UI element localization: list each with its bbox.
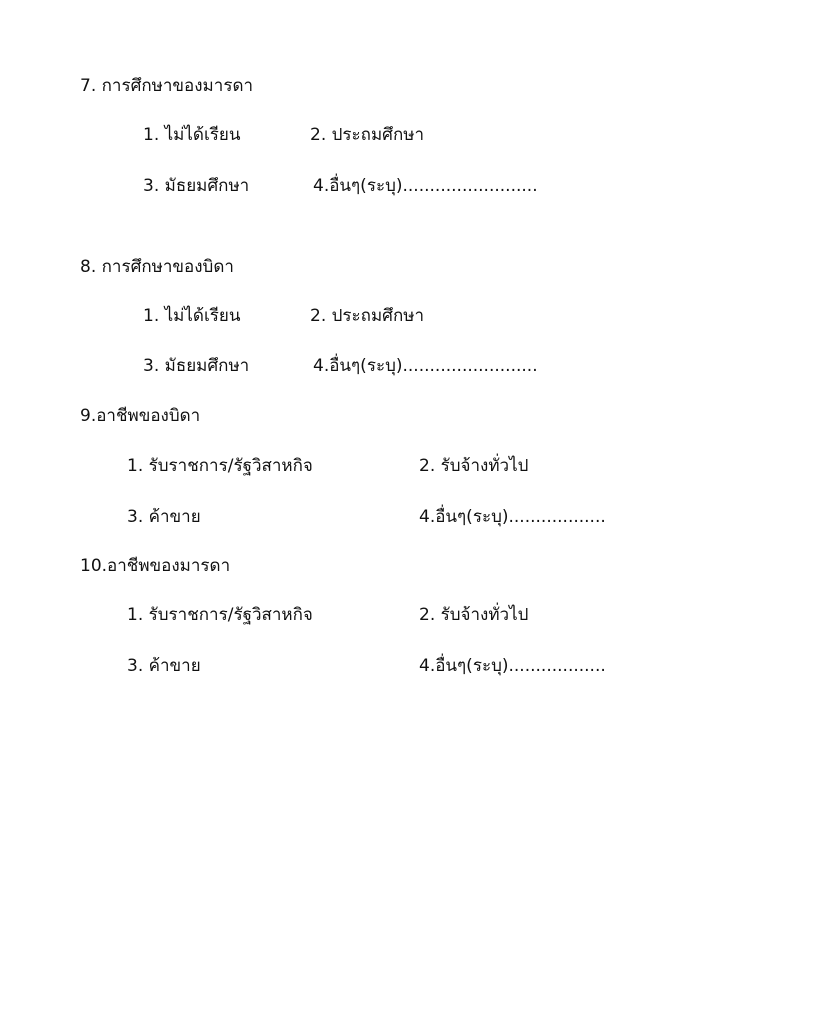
section-10-option-4: 4.อื่นๆ(ระบุ)..................	[419, 656, 606, 676]
section-7-option-4: 4.อื่นๆ(ระบุ).........................	[313, 176, 538, 196]
section-8-option-2: 2. ประถมศึกษา	[310, 306, 425, 326]
section-10-option-2: 2. รับจ้างทั่วไป	[419, 605, 529, 625]
section-8-option-4: 4.อื่นๆ(ระบุ).........................	[313, 356, 538, 376]
section-10-option-1: 1. รับราชการ/รัฐวิสาหกิจ	[127, 605, 313, 625]
section-7-option-1: 1. ไม่ได้เรียน	[143, 125, 241, 145]
section-8-heading: 8. การศึกษาของบิดา	[80, 257, 234, 277]
section-8-option-3: 3. มัธยมศึกษา	[143, 356, 250, 376]
section-7-option-2: 2. ประถมศึกษา	[310, 125, 425, 145]
section-7-heading: 7. การศึกษาของมารดา	[80, 76, 254, 96]
section-10-heading: 10.อาชีพของมารดา	[80, 556, 231, 576]
section-9-option-1: 1. รับราชการ/รัฐวิสาหกิจ	[127, 456, 313, 476]
section-9-heading: 9.อาชีพของบิดา	[80, 406, 201, 426]
section-7-option-3: 3. มัธยมศึกษา	[143, 176, 250, 196]
section-10-option-3: 3. ค้าขาย	[127, 656, 201, 676]
section-9-option-4: 4.อื่นๆ(ระบุ)..................	[419, 507, 606, 527]
section-8-option-1: 1. ไม่ได้เรียน	[143, 306, 241, 326]
section-9-option-3: 3. ค้าขาย	[127, 507, 201, 527]
section-9-option-2: 2. รับจ้างทั่วไป	[419, 456, 529, 476]
